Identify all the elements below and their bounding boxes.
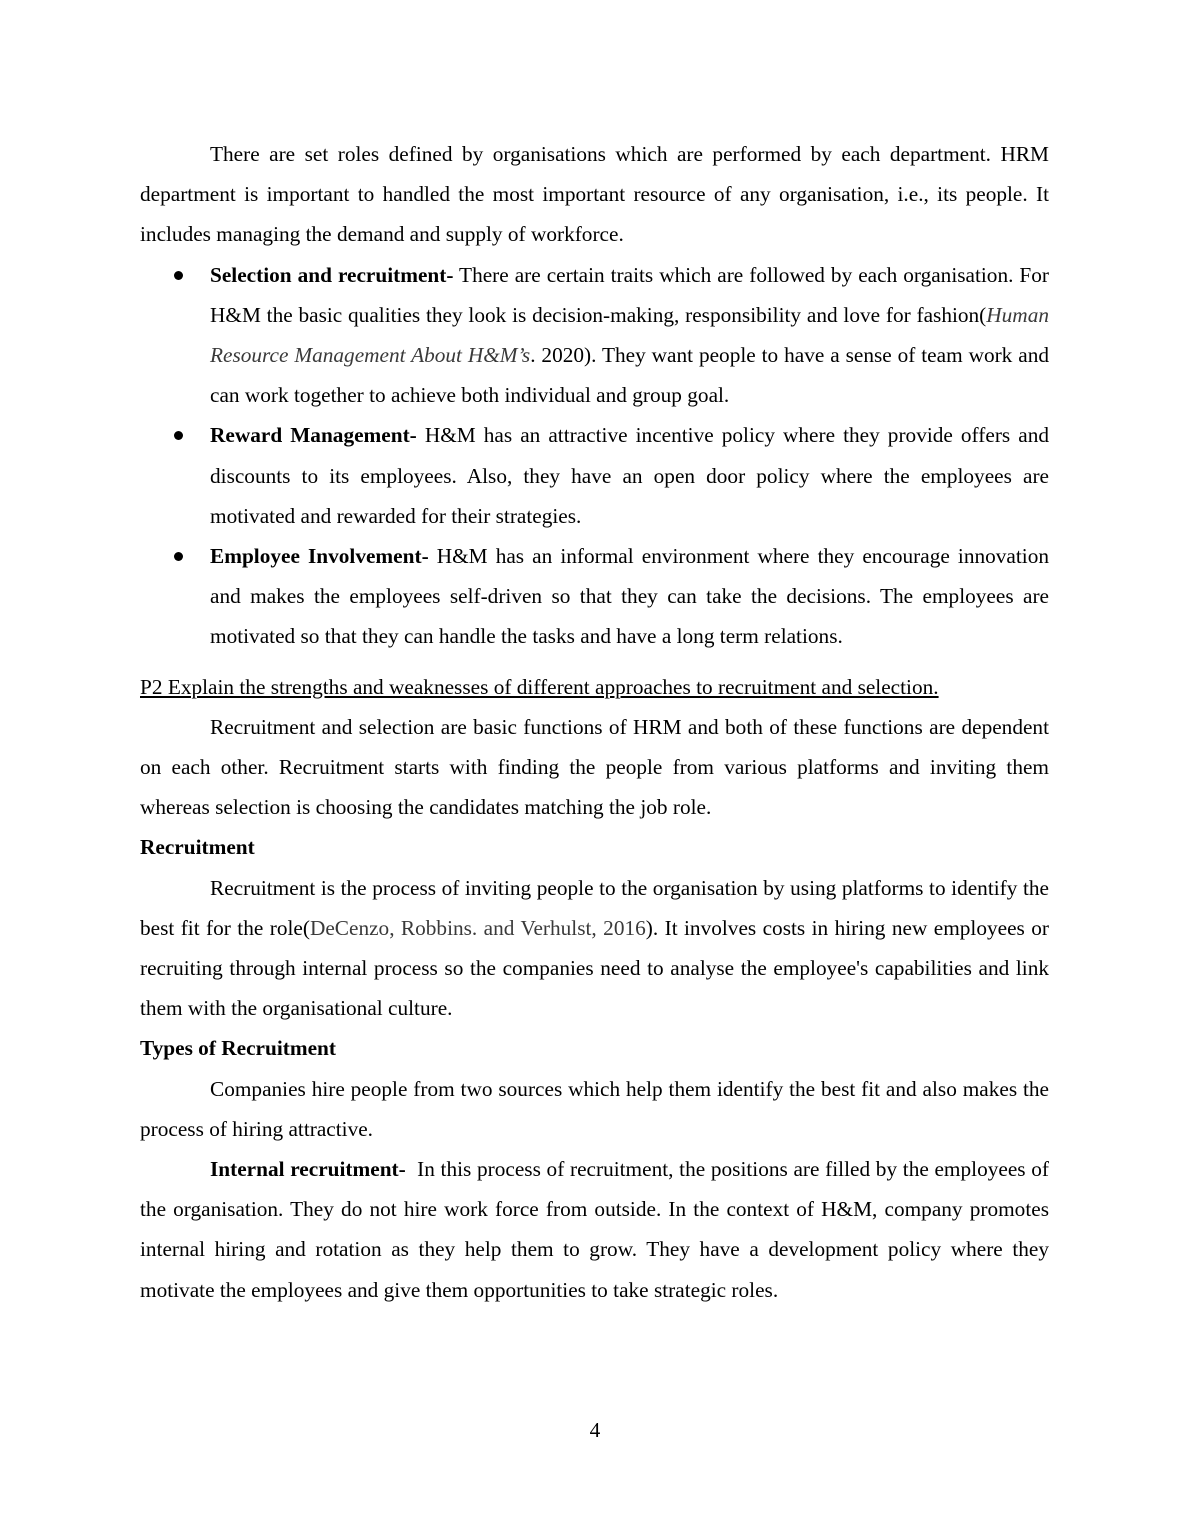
internal-recruitment-title: Internal recruitment- [210, 1157, 406, 1182]
types-heading: Types of Recruitment [140, 1036, 336, 1061]
bullet-text: There are certain traits which are followed by each organisation. For H&M the basic qualities they look is decision-making, responsibility and love for fashion( [210, 262, 1050, 327]
intro-paragraph: There are set roles defined by organisations which are performed by each department. HRM department is important to handled the most important resource of any organisation, i.e., its people. It includes managing the demand and supply of workforce. [140, 142, 1049, 247]
hrm-roles-list [140, 255, 1049, 657]
internal-recruitment-paragraph [140, 1149, 1055, 1310]
bullet-text: H&M has an attractive incentive policy where they provide offers and discounts to its employees. Also, they have an open door policy where the employees are motivated and rewarded for their strategies. [210, 423, 1049, 528]
types-paragraph: Companies hire people from two sources which help them identify the best fit and also makes the process of hiring attractive. [140, 1076, 1049, 1141]
bullet-text: H&M has an informal environment where they encourage innovation and makes the employees self-driven so that they can take the decisions. The employees are motivated so that they can handle the tasks and have a long term relations. [210, 544, 1049, 649]
recruitment-paragraph [140, 868, 1049, 1029]
list-item-selection-recruitment [140, 255, 1049, 416]
page-number: 4 [589, 1418, 601, 1442]
page-body [140, 134, 1055, 1310]
recruitment-heading: Recruitment [140, 835, 255, 860]
list-item-reward-management [140, 415, 1049, 536]
bullet-icon [174, 271, 183, 280]
bullet-icon [174, 431, 183, 440]
bullet-title: Reward Management- [210, 423, 417, 448]
citation-text: Human Resource Management About H&M’s [210, 302, 1049, 368]
recruitment-text-continued: ). It involves costs in hiring new employees or recruiting through internal process so the companies need to analyse the employee's capabilities and link them with the organisational culture. [140, 915, 1049, 1021]
p2-paragraph: Recruitment and selection are basic functions of HRM and both of these functions are dependent on each other. Recruitment starts with finding the people from various platforms and inviting them whereas selection is choosing the candidates matching the job role. [140, 714, 1049, 820]
bullet-title: Selection and recruitment- [210, 262, 454, 287]
bullet-icon [174, 552, 183, 561]
internal-recruitment-text: In this process of recruitment, the positions are filled by the employees of the organisation. They do not hire work force from outside. In the context of H&M, company promotes internal hiring and rotation as they help them to grow. They have a development policy where they motivate the employees and give them opportunities to take strategic roles. [140, 1157, 1055, 1302]
recruitment-text: Recruitment is the process of inviting people to the organisation by using platforms to identify the best fit for the role( [140, 875, 1049, 940]
bullet-text-continued: . 2020). They want people to have a sense of team work and can work together to achieve both individual and group goal. [210, 343, 1049, 408]
list-item-employee-involvement [140, 536, 1049, 657]
citation-text: DeCenzo, Robbins. and Verhulst, 2016 [309, 915, 646, 940]
bullet-title: Employee Involvement- [210, 544, 429, 569]
p2-heading: P2 Explain the strengths and weaknesses of different approaches to recruitment and selection. [140, 674, 939, 699]
